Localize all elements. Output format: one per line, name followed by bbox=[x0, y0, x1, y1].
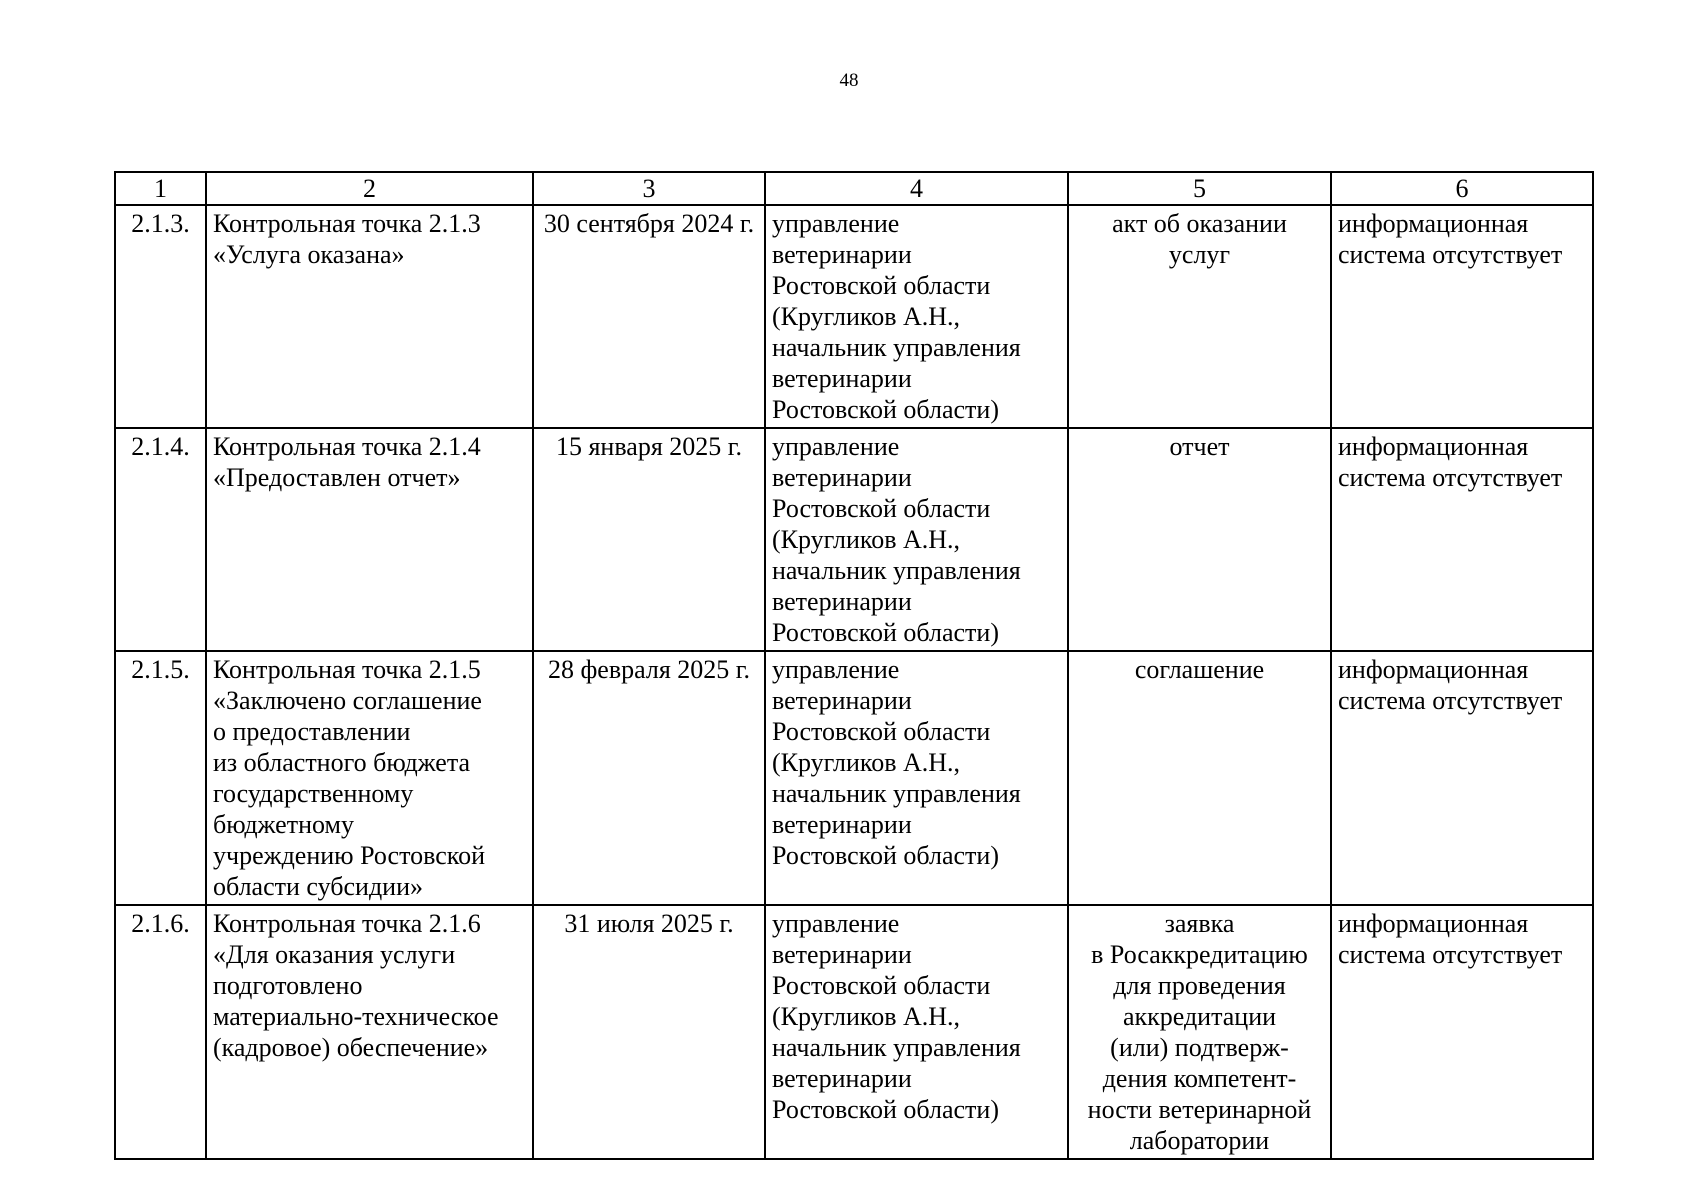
document-type-cell: отчет bbox=[1068, 428, 1331, 651]
information-system-cell: информационная система отсутствует bbox=[1331, 205, 1593, 428]
column-header: 5 bbox=[1068, 172, 1331, 205]
deadline-cell: 28 февраля 2025 г. bbox=[533, 651, 765, 905]
responsible-cell: управление ветеринарии Ростовской области (Кругликов А.Н., начальник управления ветеринарии Ростовской области) bbox=[765, 651, 1068, 905]
control-point-name-cell: Контрольная точка 2.1.6 «Для оказания услуги подготовлено материально-техническое (кадровое) обеспечение» bbox=[206, 905, 533, 1159]
responsible-cell: управление ветеринарии Ростовской области (Кругликов А.Н., начальник управления ветеринарии Ростовской области) bbox=[765, 205, 1068, 428]
table-row bbox=[115, 905, 1593, 1159]
document-type-cell: заявка в Росаккредитацию для проведения аккредитации (или) подтверж- дения компетент- ности ветеринарной лаборатории bbox=[1068, 905, 1331, 1159]
control-point-name-cell: Контрольная точка 2.1.4 «Предоставлен отчет» bbox=[206, 428, 533, 651]
control-point-name-cell: Контрольная точка 2.1.3 «Услуга оказана» bbox=[206, 205, 533, 428]
deadline-cell: 30 сентября 2024 г. bbox=[533, 205, 765, 428]
row-number-cell: 2.1.4. bbox=[115, 428, 206, 651]
information-system-cell: информационная система отсутствует bbox=[1331, 428, 1593, 651]
deadline-cell: 31 июля 2025 г. bbox=[533, 905, 765, 1159]
row-number-cell: 2.1.3. bbox=[115, 205, 206, 428]
row-number-cell: 2.1.6. bbox=[115, 905, 206, 1159]
table-row bbox=[115, 428, 1593, 651]
column-header: 3 bbox=[533, 172, 765, 205]
page-number: 48 bbox=[839, 70, 859, 91]
control-point-name-cell: Контрольная точка 2.1.5 «Заключено соглашение о предоставлении из областного бюджета государственному бюджетному учреждению Ростовской области субсидии» bbox=[206, 651, 533, 905]
row-number-cell: 2.1.5. bbox=[115, 651, 206, 905]
deadline-cell: 15 января 2025 г. bbox=[533, 428, 765, 651]
information-system-cell: информационная система отсутствует bbox=[1331, 651, 1593, 905]
responsible-cell: управление ветеринарии Ростовской области (Кругликов А.Н., начальник управления ветеринарии Ростовской области) bbox=[765, 905, 1068, 1159]
document-type-cell: соглашение bbox=[1068, 651, 1331, 905]
column-header: 1 bbox=[115, 172, 206, 205]
information-system-cell: информационная система отсутствует bbox=[1331, 905, 1593, 1159]
document-type-cell: акт об оказании услуг bbox=[1068, 205, 1331, 428]
responsible-cell: управление ветеринарии Ростовской области (Кругликов А.Н., начальник управления ветеринарии Ростовской области) bbox=[765, 428, 1068, 651]
column-header: 4 bbox=[765, 172, 1068, 205]
table-header-row bbox=[115, 172, 1593, 205]
control-points-table bbox=[114, 171, 1594, 1160]
column-header: 6 bbox=[1331, 172, 1593, 205]
table-row bbox=[115, 205, 1593, 428]
column-header: 2 bbox=[206, 172, 533, 205]
table-row bbox=[115, 651, 1593, 905]
